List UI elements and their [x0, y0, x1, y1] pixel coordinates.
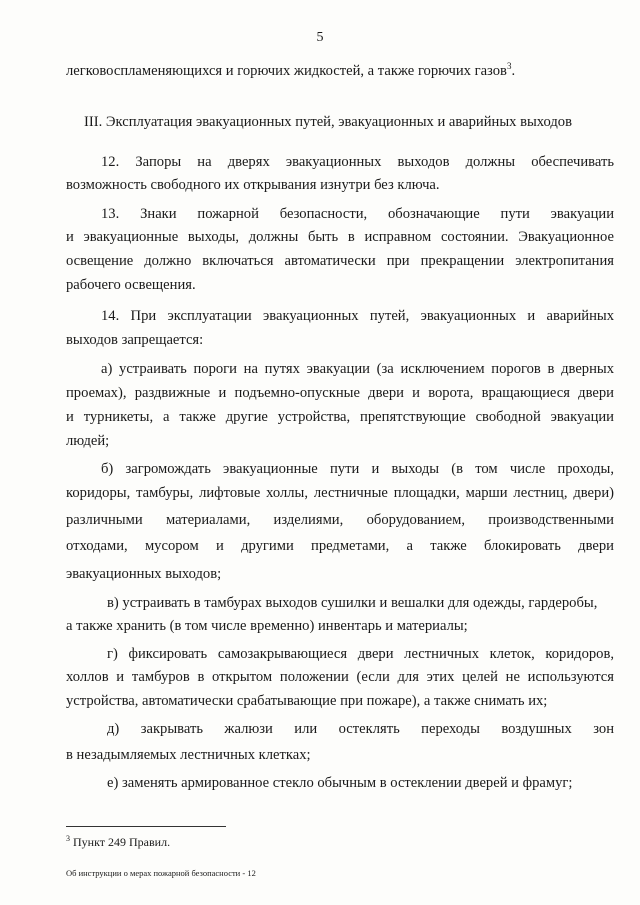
- list-item-line: устройства, автоматически срабатывающие при пожаре), а также снимать их;: [66, 693, 548, 709]
- list-item-line: в незадымляемых лестничных клетках;: [66, 747, 311, 763]
- list-item-line: эвакуационных выходов;: [66, 566, 222, 582]
- list-item-line: е) заменять армированное стекло обычным в остеклении дверей и фрамуг;: [107, 775, 573, 791]
- list-item-line: а также хранить (в том числе временно) инвентарь и материалы;: [66, 618, 468, 634]
- footnote-text: Пункт 249 Правил.: [73, 835, 171, 849]
- list-item-line: холлов и тамбуров в открытом положении (если для этих целей не используются: [66, 669, 614, 685]
- list-item-line: а) устраивать пороги на путях эвакуации (за исключением порогов в дверных: [101, 361, 614, 377]
- footnote: [66, 835, 170, 850]
- list-item-line: проемах), раздвижные и подъемно-опускные двери и ворота, вращающиеся двери: [66, 385, 614, 401]
- list-item-line: б) загромождать эвакуационные пути и выходы (в том числе проходы,: [101, 461, 614, 477]
- section-heading: III. Эксплуатация эвакуационных путей, эвакуационных и аварийных выходов: [84, 114, 572, 130]
- page-number: 5: [316, 30, 324, 45]
- list-item-line: различными материалами, изделиями, оборудованием, производственными: [66, 512, 614, 528]
- list-item-line: в) устраивать в тамбурах выходов сушилки и вешалки для одежды, гардеробы,: [107, 595, 598, 611]
- footnote-divider: [66, 826, 226, 827]
- paragraph-line: 12. Запоры на дверях эвакуационных выходов должны обеспечивать: [101, 154, 614, 170]
- page-footer: Об инструкции о мерах пожарной безопасности - 12: [66, 868, 256, 878]
- list-item-line: и турникеты, а также другие устройства, препятствующие свободной эвакуации: [66, 409, 614, 425]
- list-item-line: людей;: [66, 433, 110, 449]
- list-item-line: г) фиксировать самозакрывающиеся двери лестничных клеток, коридоров,: [107, 646, 614, 662]
- list-item-line: отходами, мусором и другими предметами, а также блокировать двери: [66, 538, 614, 554]
- footnote-ref[interactable]: 3: [506, 61, 512, 72]
- list-item-line: коридоры, тамбуры, лифтовые холлы, лестничные площадки, марши лестниц, двери): [66, 485, 614, 501]
- carryover-line: [66, 62, 614, 80]
- paragraph-line: 13. Знаки пожарной безопасности, обозначающие пути эвакуации: [101, 206, 614, 222]
- carryover-text: легковоспламеняющихся и горючих жидкостей, а также горючих газов: [66, 63, 507, 79]
- footnote-number: 3: [66, 834, 70, 843]
- paragraph-line: освещение должно включаться автоматически при прекращении электропитания: [66, 253, 614, 269]
- paragraph-line: 14. При эксплуатации эвакуационных путей, эвакуационных и аварийных: [101, 308, 614, 324]
- paragraph-line: рабочего освещения.: [66, 277, 196, 293]
- carryover-end: .: [511, 63, 516, 79]
- list-item-line: д) закрывать жалюзи или остеклять переходы воздушных зон: [107, 721, 614, 737]
- paragraph-line: возможность свободного их открывания изнутри без ключа.: [66, 177, 440, 193]
- paragraph-line: и эвакуационные выходы, должны быть в исправном состоянии. Эвакуационное: [66, 229, 614, 245]
- paragraph-line: выходов запрещается:: [66, 332, 204, 348]
